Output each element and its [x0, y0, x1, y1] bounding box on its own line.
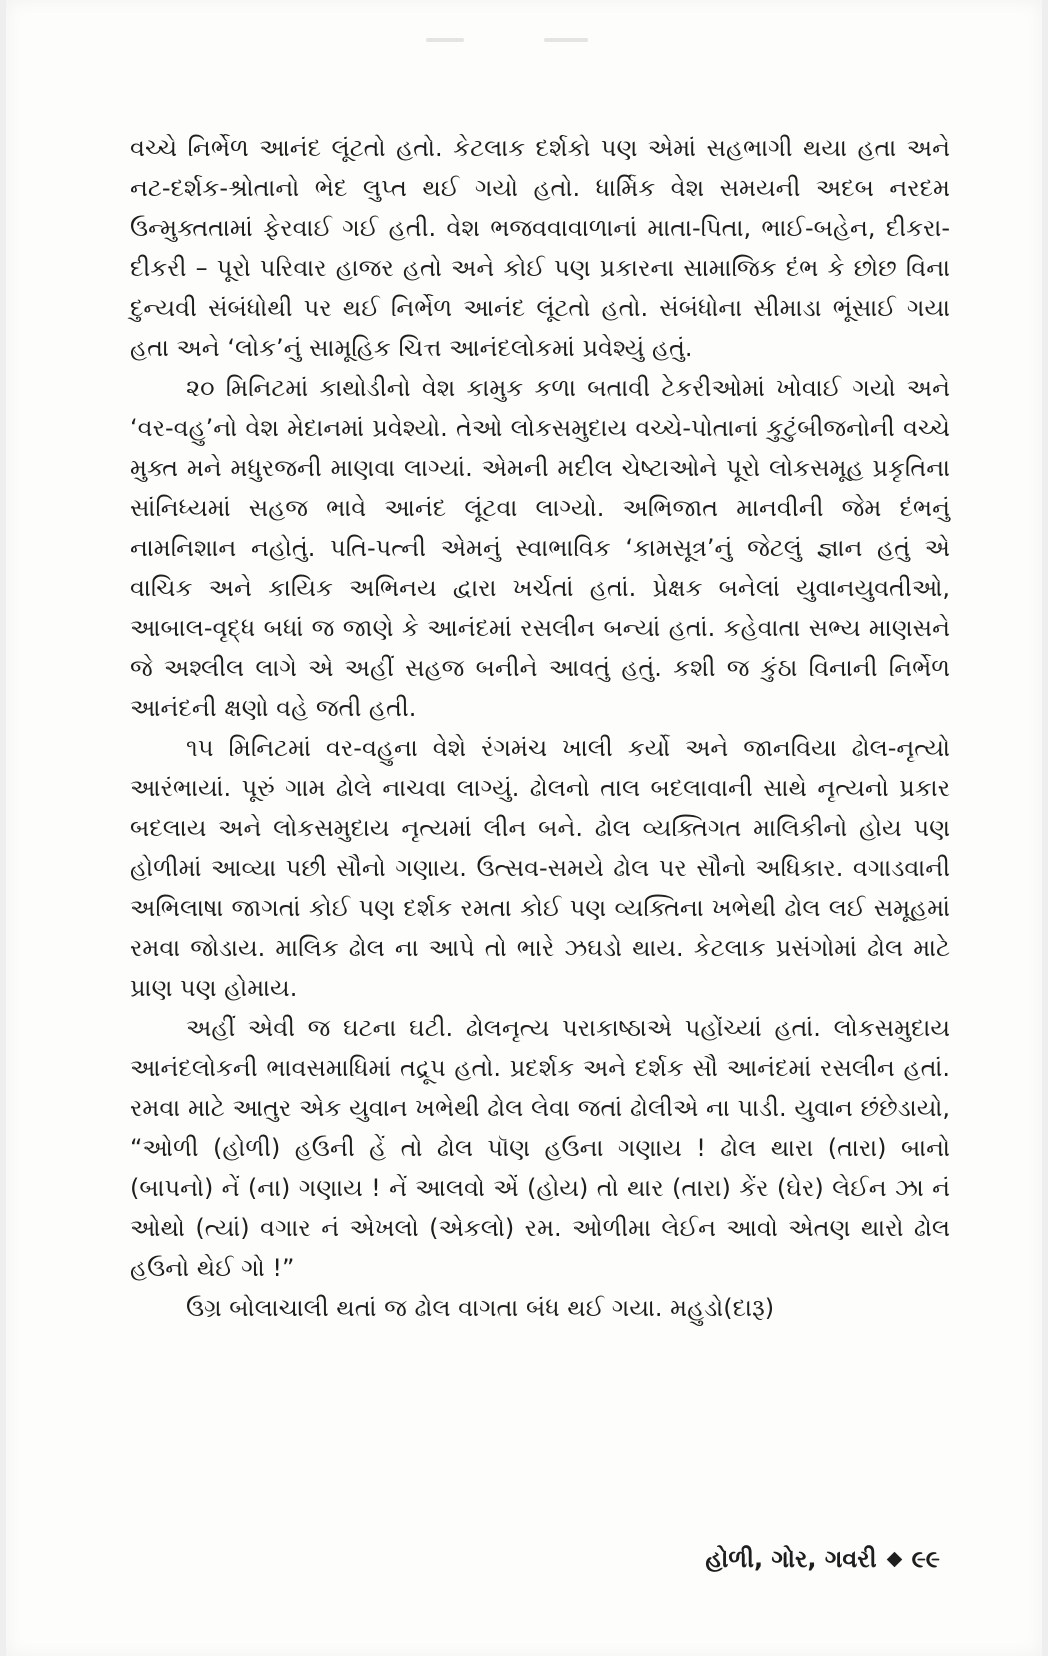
faded-running-header: [426, 38, 626, 46]
paragraph-dhol-nrutya: ૧૫ મિનિટમાં વર-વહુના વેશે રંગમંચ ખાલી કર્યો અને જાનવિયા ઢોલ-નૃત્યો આરંભાયાં. પૂરું ગામ ઢોલે નાચવા લાગ્યું. ઢોલનો તાલ બદલાવાની સાથે નૃત્યનો પ્રકાર બદલાય અને લોકસમુદાય નૃત્યમાં લીન બને. ઢોલ વ્યક્તિગત માલિકીનો હોય પણ હોળીમાં આવ્યા પછી સૌનો ગણાય. ઉત્સવ-સમયે ઢોલ પર સૌનો અધિકાર. વગાડવાની અભિલાષા જાગતાં કોઈ પણ દર્શક રમતા કોઈ પણ વ્યક્તિના ખભેથી ઢોલ લઈ સમૂહમાં રમવા જોડાય. માલિક ઢોલ ના આપે તો ભારે ઝઘડો થાય. કેટલાક પ્રસંગોમાં ઢોલ માટે પ્રાણ પણ હોમાય.: [130, 734, 950, 1002]
footer-book-title: હોળી, ગોર, ગવરી: [705, 1545, 877, 1573]
page-footer: [705, 1545, 940, 1573]
page-number: ૯૯: [911, 1545, 940, 1573]
paragraph-continued: વચ્ચે નિર્ભેળ આનંદ લૂંટતો હતો. કેટલાક દર્શકો પણ એમાં સહભાગી થયા હતા અને નટ-દર્શક-શ્રોતાનો ભેદ લુપ્ત થઈ ગયો હતો. ધાર્મિક વેશ સમયની અદબ નરદમ ઉન્મુક્તતામાં ફેરવાઈ ગઈ હતી. વેશ ભજવવાવાળાનાં માતા-પિતા, ભાઈ-બહેન, દીકરા-દીકરી – પૂરો પરિવાર હાજર હતો અને કોઈ પણ પ્રકારના સામાજિક દંભ કે છોછ વિના દુન્યવી સંબંધોથી પર થઈ નિર્ભેળ આનંદ લૂંટતો હતો. સંબંધોના સીમાડા ભૂંસાઈ ગયા હતા અને ‘લોક’નું સામૂહિક ચિત્ત આનંદલોકમાં પ્રવેશ્યું હતું.: [130, 134, 950, 362]
diamond-icon: [886, 1551, 902, 1567]
paragraph-last: ઉગ્ર બોલાચાલી થતાં જ ઢોલ વાગતા બંધ થઈ ગયા. મહુડો(દારૂ): [186, 1294, 775, 1322]
paragraph-var-vahu: ૨૦ મિનિટમાં કાથોડીનો વેશ કામુક કળા બતાવી ટેકરીઓમાં ખોવાઈ ગયો અને ‘વર-વહુ’નો વેશ મેદાનમાં પ્રવેશ્યો. તેઓ લોકસમુદાય વચ્ચે-પોતાનાં કુટુંબીજનોની વચ્ચે મુક્ત મને મધુરજની માણવા લાગ્યાં. એમની મદીલ ચેષ્ટાઓને પૂરો લોકસમૂહ પ્રકૃતિના સાંનિધ્યમાં સહજ ભાવે આનંદ લૂંટવા લાગ્યો. અભિજાત માનવીની જેમ દંભનું નામનિશાન નહોતું. પતિ-પત્ની એમનું સ્વાભાવિક ‘કામસૂત્ર’નું જેટલું જ્ઞાન હતું એ વાચિક અને કાયિક અભિનય દ્વારા ખર્ચતાં હતાં. પ્રેક્ષક બનેલાં યુવાનયુવતીઓ, આબાલ-વૃદ્ધ બધાં જ જાણે કે આનંદમાં રસલીન બન્યાં હતાં. કહેવાતા સભ્ય માણસને જે અશ્લીલ લાગે એ અહીં સહજ બનીને આવતું હતું. કશી જ કુંઠા વિનાની નિર્ભેળ આનંદની ક્ષણો વહે જતી હતી.: [130, 374, 950, 722]
page-body: [130, 128, 950, 1328]
paragraph-ghatna: અહીં એવી જ ઘટના ઘટી. ઢોલનૃત્ય પરાકાષ્ઠાએ પહોંચ્યાં હતાં. લોકસમુદાય આનંદલોકની ભાવસમાધિમાં તદ્રૂપ હતો. પ્રદર્શક અને દર્શક સૌ આનંદમાં રસલીન હતાં. રમવા માટે આતુર એક યુવાન ખભેથી ઢોલ લેવા જતાં ઢોલીએ ના પાડી. યુવાન છંછેડાયો, “ઓળી (હોળી) હઉની હેં તો ઢોલ પૉણ હઉના ગણાય ! ઢોલ થારા (તારા) બાનો (બાપનો) નેં (ના) ગણાય ! નેં આલવો એં (હોય) તો થાર (તારા) કેંર (ઘેર) લેઈન ઝા નં ઓથો (ત્યાં) વગાર નં એખલો (એકલો) રમ. ઓળીમા લેઈન આવો એતણ થારો ઢોલ હઉનો થેઈ ગો !”: [130, 1014, 950, 1282]
book-page: [6, 0, 1042, 1656]
